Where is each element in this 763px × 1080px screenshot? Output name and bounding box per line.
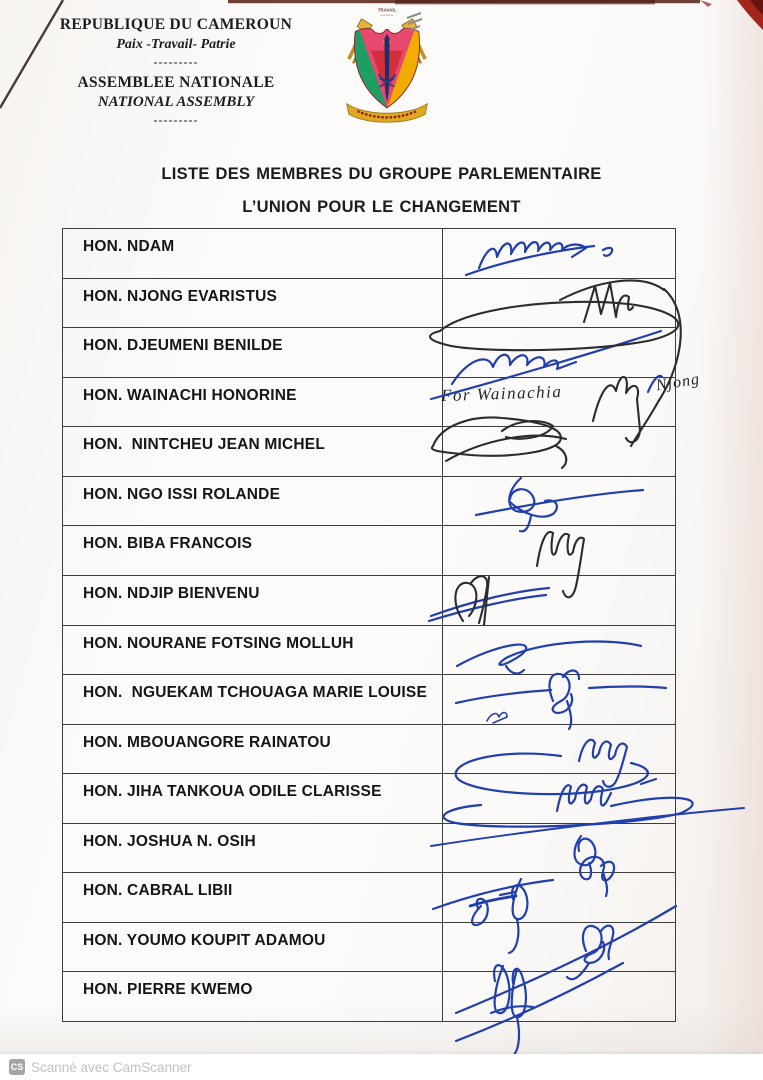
member-name: HON. NGUEKAM TCHOUAGA MARIE LOUISE <box>83 684 427 702</box>
table-row <box>63 824 675 874</box>
member-name: HON. NGO ISSI ROLANDE <box>83 485 281 503</box>
institution-title-fr: ASSEMBLEE NATIONALE <box>77 74 275 91</box>
emblem-top-text: TRAVAIL <box>377 7 397 13</box>
signature-cell <box>442 229 675 278</box>
table-row <box>63 279 675 329</box>
member-name: HON. CABRAL LIBII <box>83 882 233 900</box>
member-name: HON. NJONG EVARISTUS <box>83 287 278 305</box>
table-row <box>63 427 675 477</box>
member-name: HON. NINTCHEU JEAN MICHEL <box>83 436 326 454</box>
signature-cell <box>442 972 675 1021</box>
member-name: HON. DJEUMENI BENILDE <box>83 337 283 355</box>
signature-cell <box>442 873 675 922</box>
camscanner-icon: CS <box>9 1059 25 1075</box>
signature-cell <box>442 279 675 328</box>
camscanner-label: Scanné avec CamScanner <box>31 1059 192 1075</box>
separator-dashes: --------- <box>153 113 199 127</box>
signature-cell <box>442 923 675 972</box>
country-title: REPUBLIQUE DU CAMEROUN <box>59 16 293 33</box>
table-row <box>63 378 675 428</box>
letterhead <box>35 16 317 128</box>
signature-cell <box>442 576 675 625</box>
country-motto: Paix -Travail- Patrie <box>116 37 236 52</box>
member-name: HON. NOURANE FOTSING MOLLUH <box>83 634 354 652</box>
table-row <box>63 626 675 676</box>
signature-cell <box>442 626 675 675</box>
table-row <box>63 675 675 725</box>
member-name: HON. JIHA TANKOUA ODILE CLARISSE <box>83 783 382 801</box>
signature-cell <box>442 427 675 476</box>
coat-of-arms-icon <box>334 4 440 126</box>
signature-cell <box>442 675 675 724</box>
table-row <box>63 725 675 775</box>
member-name: HON. BIBA FRANCOIS <box>83 535 253 553</box>
member-name: HON. PIERRE KWEMO <box>83 981 253 999</box>
table-row <box>63 477 675 527</box>
title-line-1: LISTE DES MEMBRES DU GROUPE PARLEMENTAIRE <box>161 165 602 183</box>
table-row <box>63 576 675 626</box>
signature-cell <box>442 328 675 377</box>
table-row <box>63 873 675 923</box>
table-row <box>63 526 675 576</box>
shield-icon <box>349 25 425 112</box>
member-name: HON. JOSHUA N. OSIH <box>83 832 256 850</box>
table-row <box>63 229 675 279</box>
table-row <box>63 774 675 824</box>
institution-title-en: NATIONAL ASSEMBLY <box>97 94 255 110</box>
member-name: HON. NDJIP BIENVENU <box>83 584 260 602</box>
table-row <box>63 328 675 378</box>
signature-cell <box>442 526 675 575</box>
handwritten-note-njong: Njong <box>654 370 702 395</box>
member-name: HON. MBOUANGORE RAINATOU <box>83 733 331 751</box>
member-name: HON. YOUMO KOUPIT ADAMOU <box>83 931 326 949</box>
member-name: HON. NDAM <box>83 238 175 255</box>
signature-cell <box>442 477 675 526</box>
member-name: HON. WAINACHI HONORINE <box>83 386 297 404</box>
table-row <box>63 923 675 973</box>
table-row <box>63 972 675 1021</box>
members-table <box>62 228 676 1022</box>
title-line-2: L’UNION POUR LE CHANGEMENT <box>242 198 521 216</box>
camscanner-watermark-bar <box>0 1054 763 1080</box>
handwritten-note-for-wainachi: For Wainachia <box>440 381 563 406</box>
document-title <box>0 158 763 224</box>
separator-dashes: --------- <box>153 55 199 69</box>
signature-cell <box>442 725 675 774</box>
signature-cell <box>442 824 675 873</box>
signature-cell <box>442 774 675 823</box>
